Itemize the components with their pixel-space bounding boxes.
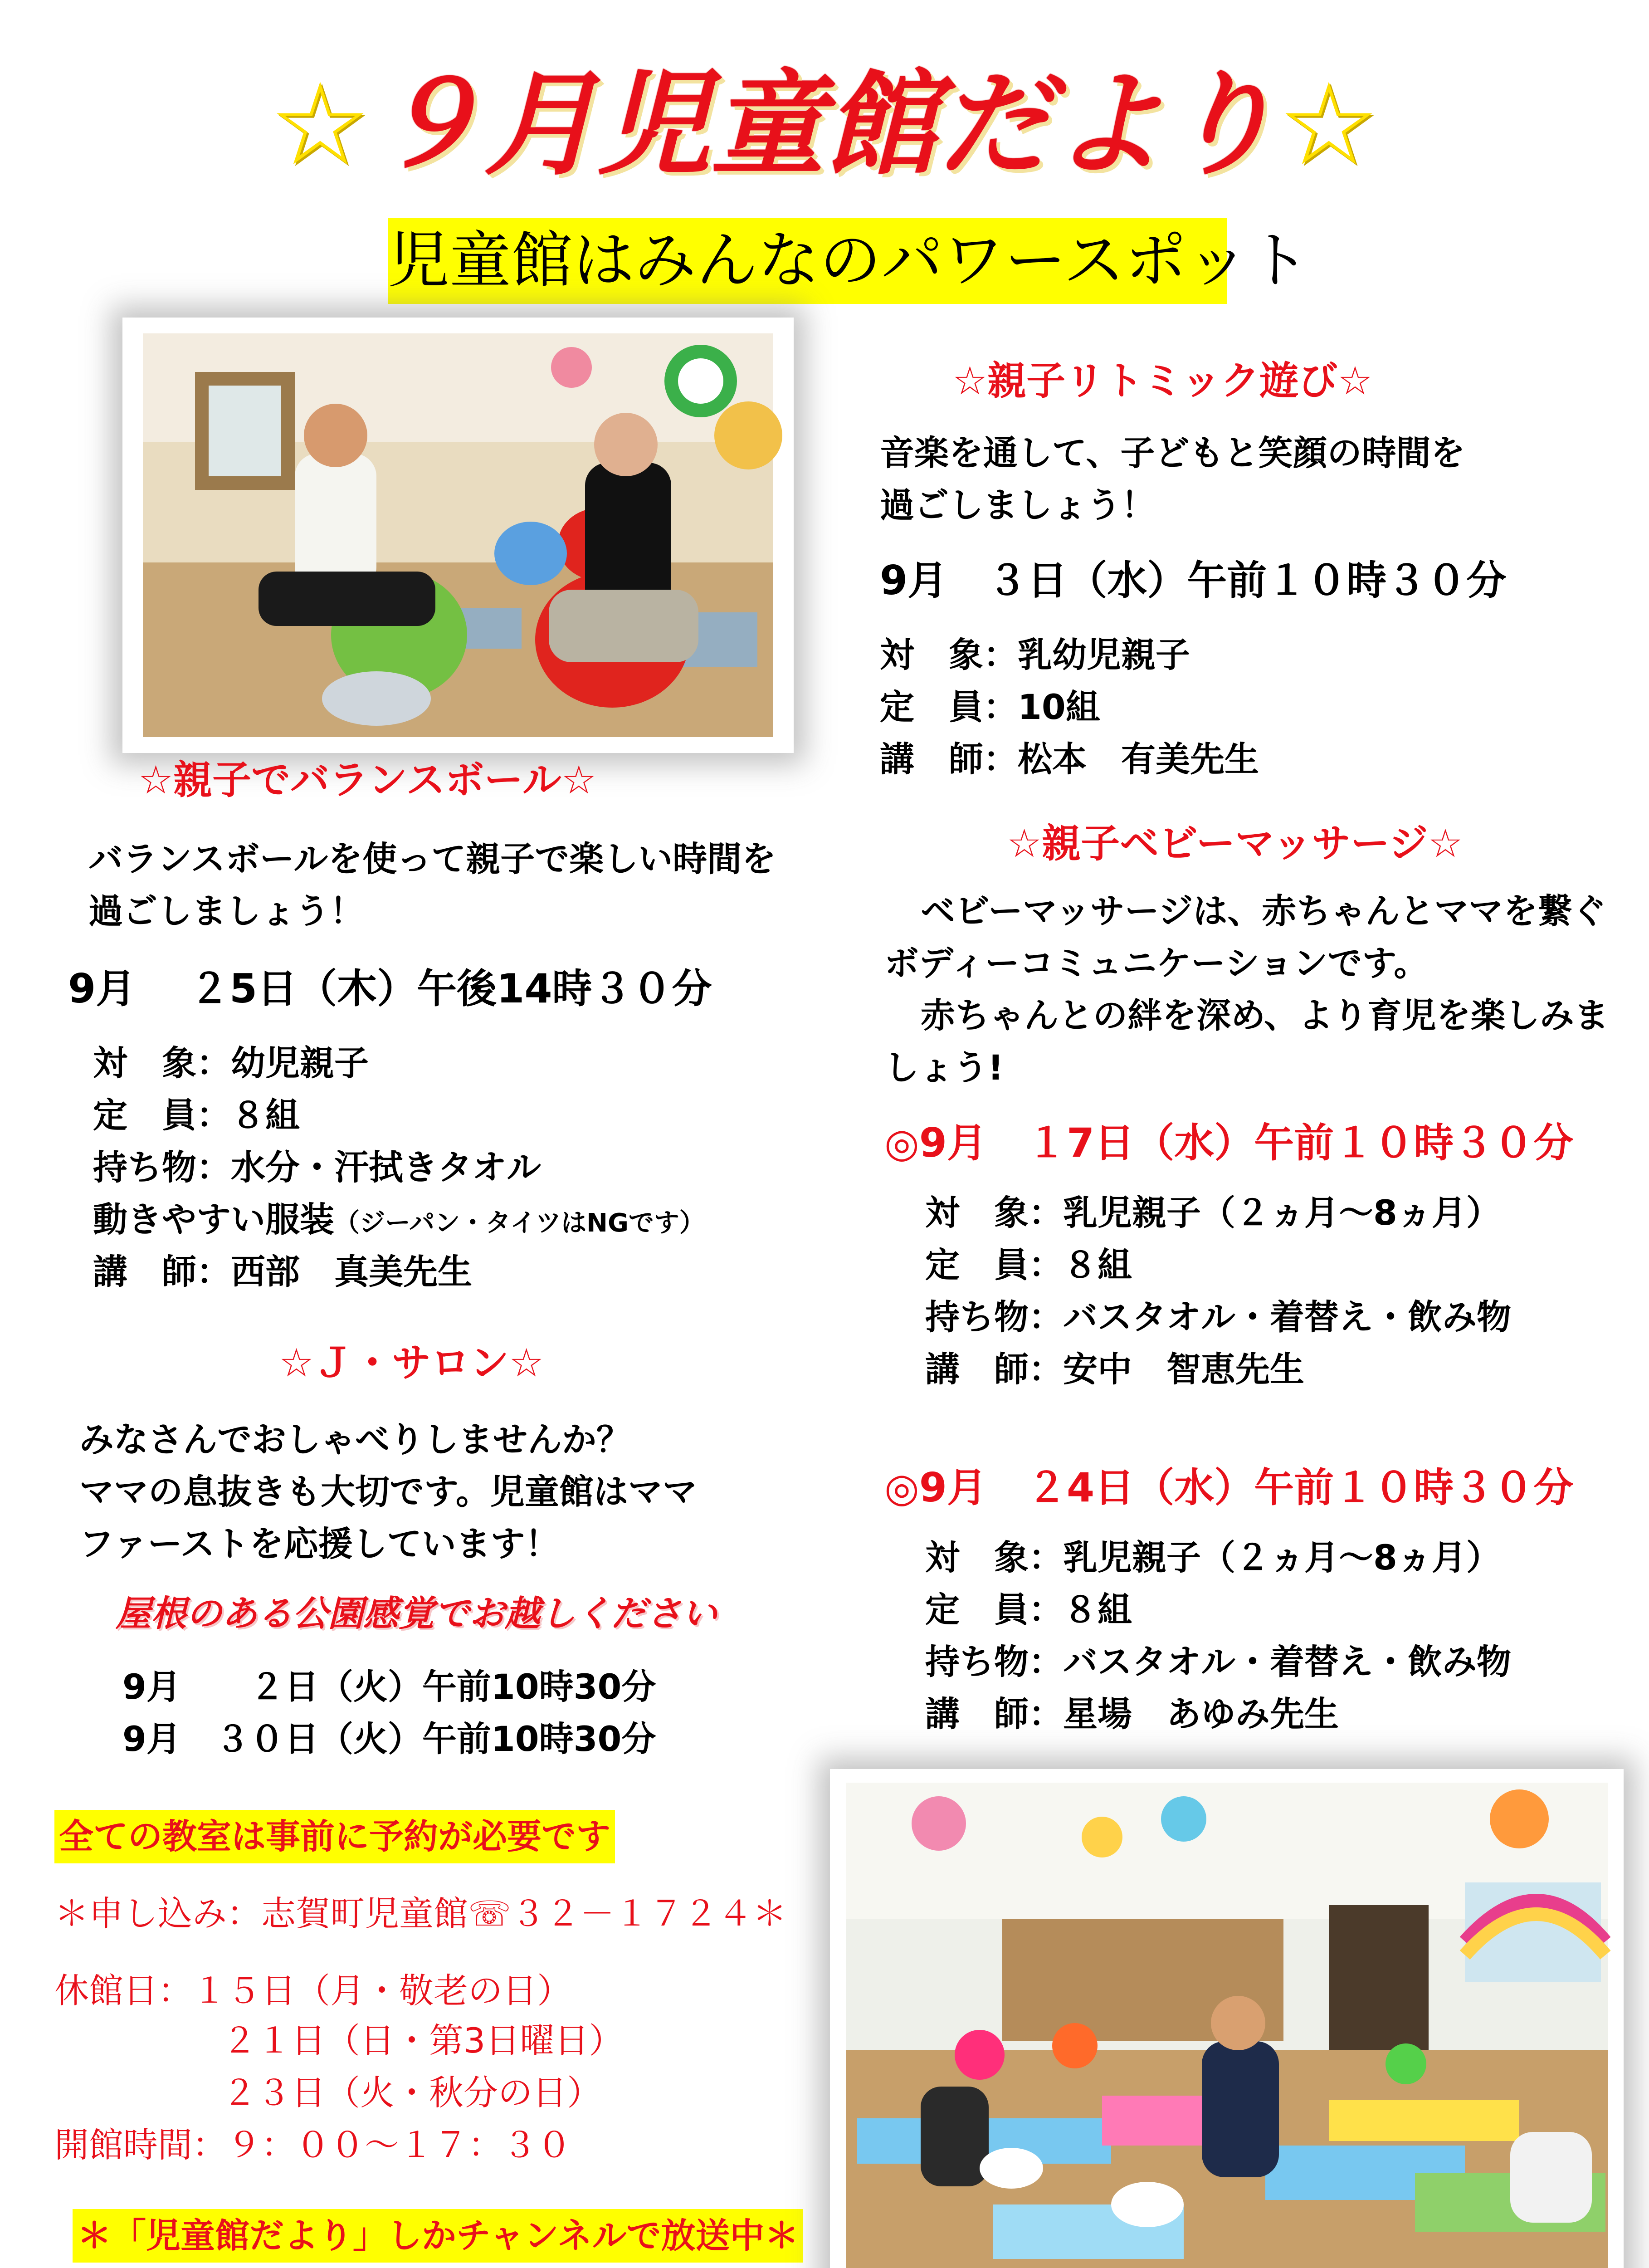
balance-capacity: 定 員：８組 <box>93 1095 300 1135</box>
apply-contact: ＊申し込み：志賀町児童館☏３２－１７２４＊ <box>54 1893 787 1934</box>
balance-bring: 持ち物：水分・汗拭きタオル <box>93 1147 541 1188</box>
balance-clothes-label: 動きやすい服装 <box>93 1199 334 1240</box>
salon-tagline: 屋根のある公園感覚でお越しください <box>116 1593 717 1634</box>
closed-day-1: 休館日：１５日（月・敬老の日） <box>54 1970 571 2011</box>
balance-desc-2: 過ごしましょう！ <box>88 891 364 931</box>
rhythmic-capacity: 定 員：10組 <box>880 687 1100 727</box>
rhythmic-desc-1: 音楽を通して、子どもと笑顔の時間を <box>880 433 1465 473</box>
massage-session-1-target: 対 象：乳児親子（２ヵ月～8ヵ月） <box>925 1193 1501 1233</box>
balance-teacher: 講 師：西部 真美先生 <box>93 1251 472 1292</box>
balance-target: 対 象：幼児親子 <box>93 1043 369 1083</box>
massage-session-2-target: 対 象：乳児親子（２ヵ月～8ヵ月） <box>925 1537 1501 1578</box>
reservation-notice: 全ての教室は事前に予約が必要です <box>54 1810 615 1863</box>
balance-heading: ☆親子でバランスボール☆ <box>138 758 596 803</box>
balance-date: 9月 ２5日（木）午後14時３０分 <box>68 965 712 1012</box>
rhythmic-heading: ☆親子リトミック遊び☆ <box>952 358 1373 404</box>
rhythmic-desc-2: 過ごしましょう！ <box>880 485 1156 525</box>
salon-desc-3: ファーストを応援しています！ <box>79 1524 560 1564</box>
salon-heading: ☆Ｊ・サロン☆ <box>279 1340 544 1386</box>
rhythmic-date: 9月 ３日（水）午前１０時３０分 <box>880 557 1507 604</box>
balance-clothes <box>93 1193 705 1250</box>
baby-massage-photo <box>830 1769 1624 2268</box>
salon-desc-1: みなさんでおしゃべりしませんか？ <box>79 1419 631 1460</box>
massage-session-1-bring: 持ち物：バスタオル・着替え・飲み物 <box>925 1297 1511 1337</box>
massage-desc-1: ベビーマッサージは、赤ちゃんとママを繋ぐ <box>921 891 1607 931</box>
salon-date-1: 9月 ２日（火）午前10時30分 <box>122 1667 656 1707</box>
tv-channel-notice: ＊「児童館だより」しかチャンネルで放送中＊ <box>73 2209 803 2263</box>
star-icon-right: ☆ <box>1278 59 1380 191</box>
opening-hours: 開館時間：９：００～１７：３０ <box>54 2125 571 2165</box>
massage-session-1-date: ◎9月 １7日（水）午前１０時３０分 <box>884 1119 1574 1166</box>
closed-day-3: ２３日（火・秋分の日） <box>222 2072 601 2113</box>
page-subtitle: 児童館はみんなのパワースポット <box>388 218 1227 304</box>
balance-ball-photo <box>122 318 794 753</box>
star-icon-left: ☆ <box>269 59 371 191</box>
massage-desc-2: ボディーコミュニケーションです。 <box>884 943 1429 983</box>
massage-session-2-bring: 持ち物：バスタオル・着替え・飲み物 <box>925 1642 1511 1682</box>
massage-session-2-capacity: 定 員：８組 <box>925 1589 1132 1630</box>
balance-clothes-note: （ジーパン・タイツはNGです） <box>334 1208 705 1238</box>
balance-desc-1: バランスボールを使って親子で楽しい時間を <box>88 839 776 879</box>
massage-session-1-capacity: 定 員：８組 <box>925 1245 1132 1285</box>
massage-desc-3: 赤ちゃんとの絆を深め、より育児を楽しみま <box>921 995 1609 1036</box>
rhythmic-teacher: 講 師：松本 有美先生 <box>880 739 1259 779</box>
massage-session-1-teacher: 講 師：安中 智恵先生 <box>925 1349 1304 1389</box>
massage-session-2-date: ◎9月 ２4日（水）午前１０時３０分 <box>884 1464 1574 1511</box>
closed-day-2: ２１日（日・第3日曜日） <box>222 2020 624 2061</box>
salon-desc-2: ママの息抜きも大切です。児童館はママ <box>79 1471 697 1512</box>
massage-heading: ☆親子ベビーマッサージ☆ <box>1007 821 1463 866</box>
rhythmic-target: 対 象：乳幼児親子 <box>880 635 1190 675</box>
title-text: ９月児童館だより <box>371 59 1278 191</box>
page-title <box>0 59 1649 191</box>
massage-desc-4: しょう! <box>884 1047 1004 1088</box>
massage-session-2-teacher: 講 師：星場 あゆみ先生 <box>925 1694 1339 1734</box>
salon-date-2: 9月 ３０日（火）午前10時30分 <box>122 1719 656 1759</box>
